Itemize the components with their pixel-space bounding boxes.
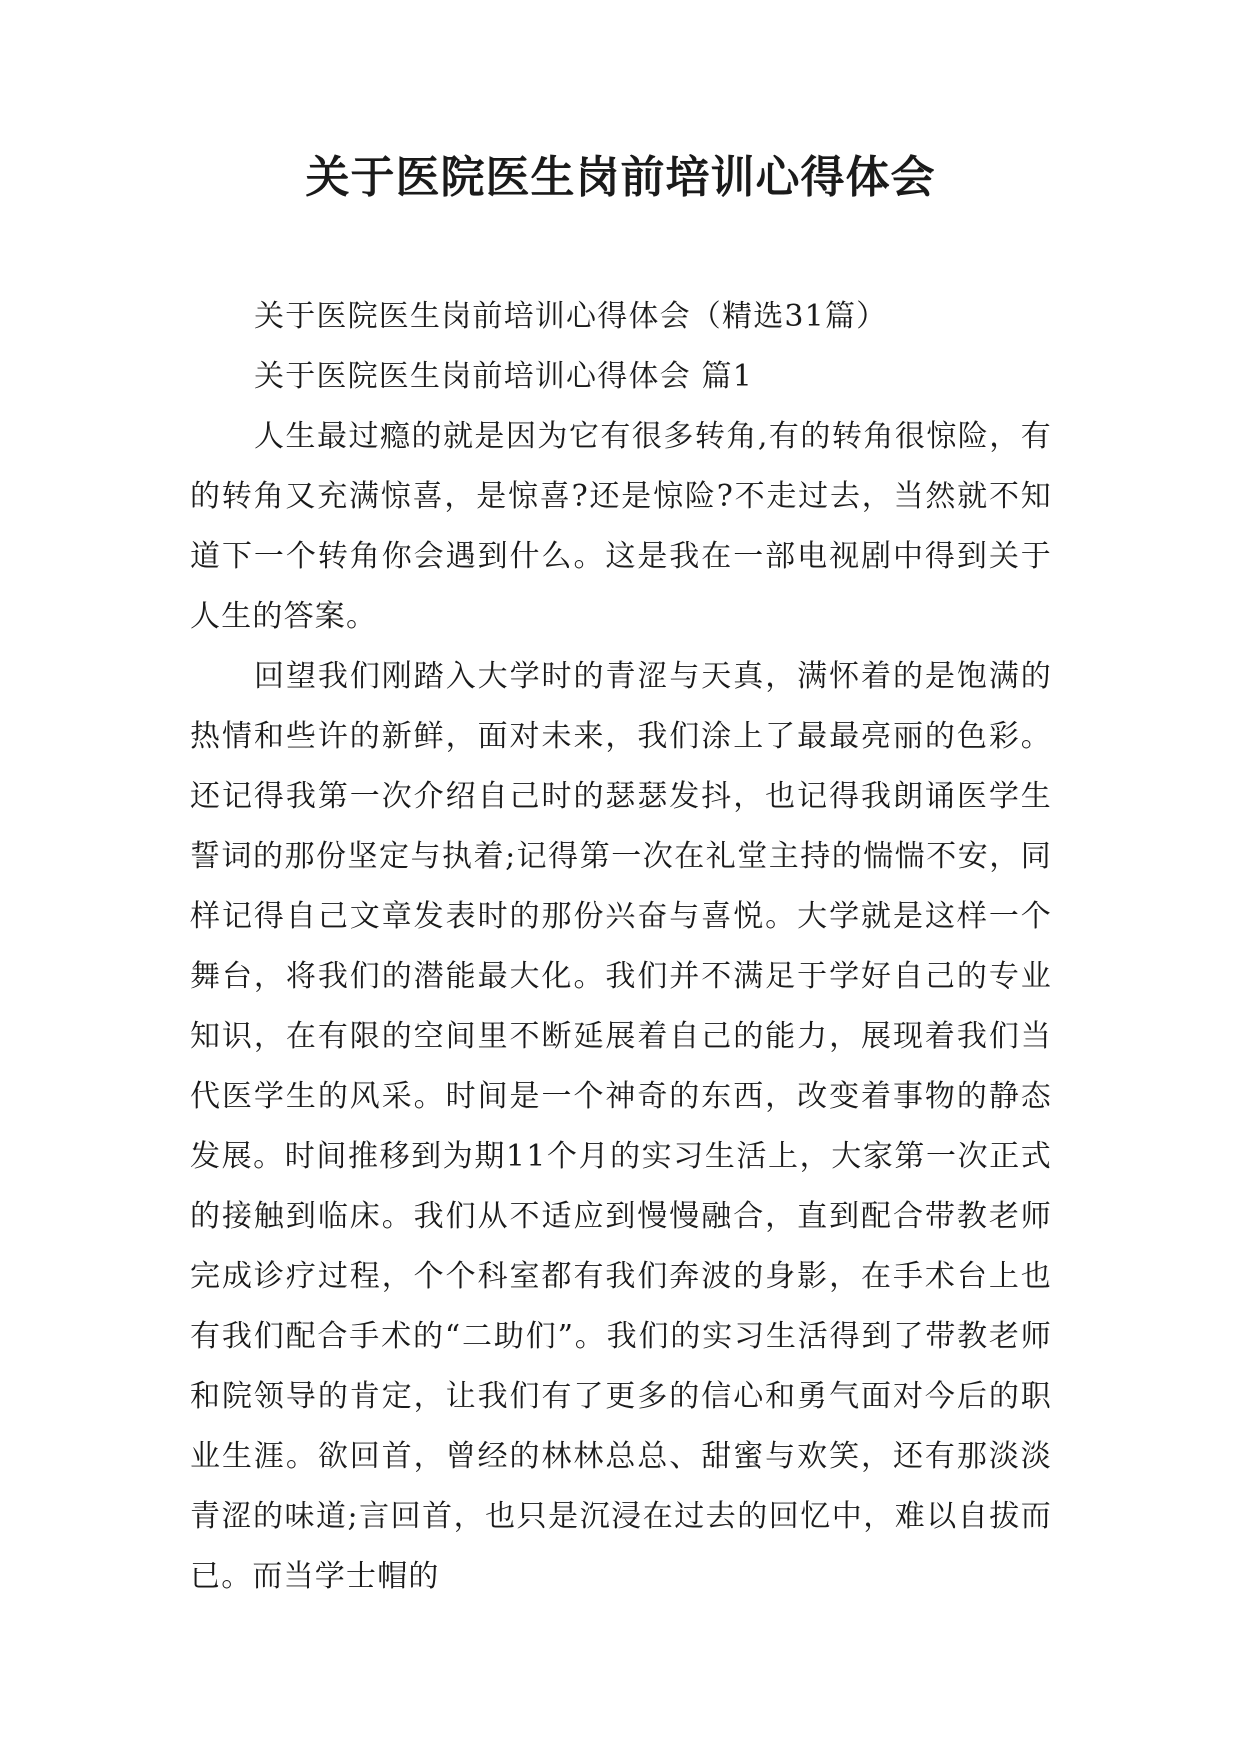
section-heading: 关于医院医生岗前培训心得体会 篇1 (254, 359, 754, 394)
paragraph-1: 人生最过瘾的就是因为它有很多转角,有的转角很惊险，有的转角又充满惊喜，是惊喜?还是惊险?不走过去，当然就不知道下一个转角你会遇到什么。这是我在一部电视剧中得到关于人生的答案。 (190, 419, 1052, 634)
document-subtitle: 关于医院医生岗前培训心得体会（精选31篇） (254, 299, 888, 334)
document-body (190, 287, 1052, 1607)
document-title: 关于医院医生岗前培训心得体会 (305, 152, 936, 203)
paragraph-2: 回望我们刚踏入大学时的青涩与天真，满怀着的是饱满的热情和些许的新鲜，面对未来，我们涂上了最最亮丽的色彩。还记得我第一次介绍自己时的瑟瑟发抖，也记得我朗诵医学生誓词的那份坚定与执着;记得第一次在礼堂主持的惴惴不安，同样记得自己文章发表时的那份兴奋与喜悦。大学就是这样一个舞台，将我们的潜能最大化。我们并不满足于学好自己的专业知识，在有限的空间里不断延展着自己的能力，展现着我们当代医学生的风采。时间是一个神奇的东西，改变着事物的静态发展。时间推移到为期11个月的实习生活上，大家第一次正式的接触到临床。我们从不适应到慢慢融合，直到配合带教老师完成诊疗过程，个个科室都有我们奔波的身影，在手术台上也有我们配合手术的“二助们”。我们的实习生活得到了带教老师和院领导的肯定，让我们有了更多的信心和勇气面对今后的职业生涯。欲回首，曾经的林林总总、甜蜜与欢笑，还有那淡淡青涩的味道;言回首，也只是沉浸在过去的回忆中，难以自拔而已。而当学士帽的 (190, 659, 1052, 1594)
